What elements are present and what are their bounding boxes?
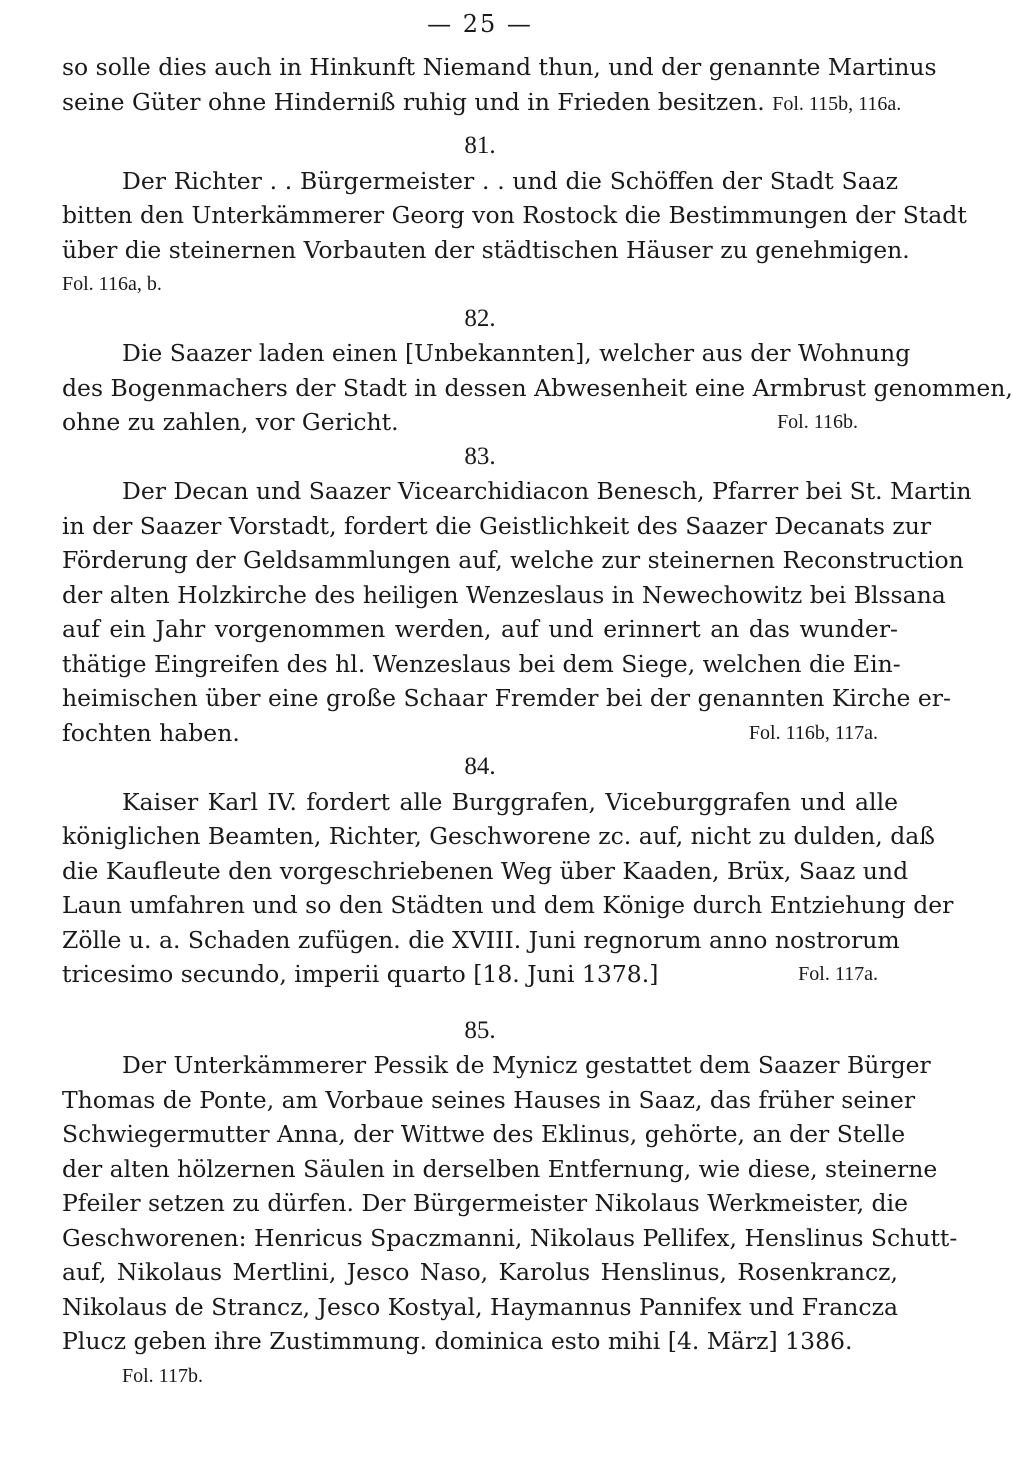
text-line: Kaiser Karl IV. fordert alle Burggrafen, Viceburggrafen und alle: [122, 787, 898, 816]
text-line: die Kaufleute den vorgeschriebenen Weg über Kaaden, Brüx, Saaz und: [62, 856, 909, 885]
text-line: Nikolaus de Strancz, Jesco Kostyal, Haymannus Pannifex und Francza: [62, 1292, 898, 1321]
text-line: der alten Holzkirche des heiligen Wenzeslaus in Newechowitz bei Blssana: [62, 580, 946, 609]
text-line: Der Richter . . Bürgermeister . . und die Schöffen der Stadt Saaz: [122, 166, 898, 195]
folio-reference: Fol. 116b, 117a.: [748, 721, 878, 744]
text-line: bitten den Unterkämmerer Georg von Rostock die Bestimmungen der Stadt: [62, 201, 967, 229]
text-line: des Bogenmachers der Stadt in dessen Abwesenheit eine Armbrust genommen,: [62, 373, 1013, 402]
text-line: Plucz geben ihre Zustimmung. dominica esto mihi [4. März] 1386.: [62, 1327, 853, 1355]
entry-number: 82.: [464, 304, 496, 332]
text-line: in der Saazer Vorstadt, fordert die Geistlichkeit des Saazer Decanats zur: [62, 511, 932, 540]
text-line: Zölle u. a. Schaden zufügen. die XVIII. Juni regnorum anno nostrorum: [62, 925, 900, 954]
text-line: der alten hölzernen Säulen in derselben Entfernung, wie diese, steinerne: [62, 1154, 938, 1183]
text-line: Der Decan und Saazer Vicearchidiacon Benesch, Pfarrer bei St. Martin: [122, 477, 972, 505]
folio-reference: Fol. 115b, 116a.: [772, 92, 902, 115]
text-span: seine Güter ohne Hinderniß ruhig und in Frieden besitzen.: [62, 87, 765, 116]
text-line: Die Saazer laden einen [Unbekannten], welcher aus der Wohnung: [122, 339, 911, 367]
folio-reference: Fol. 116a, b.: [62, 273, 162, 295]
text-span: tricesimo secundo, imperii quarto [18. Juni 1378.]: [62, 960, 659, 988]
entry-number: 85.: [464, 1016, 496, 1044]
text-line: Laun umfahren und so den Städten und dem Könige durch Entziehung der: [62, 891, 954, 919]
text-line: Förderung der Geldsammlungen auf, welche zur steinernen Reconstruction: [62, 546, 964, 574]
text-span: fochten haben.: [62, 718, 240, 747]
text-line: auf, Nikolaus Mertlini, Jesco Naso, Karolus Henslinus, Rosenkrancz,: [62, 1258, 898, 1286]
text-line: heimischen über eine große Schaar Fremder bei der genannten Kirche er-: [62, 684, 951, 712]
text-line: Der Unterkämmerer Pessik de Mynicz gestattet dem Saazer Bürger: [122, 1051, 931, 1079]
text-line: auf ein Jahr vorgenommen werden, auf und erinnert an das wunder-: [62, 615, 898, 643]
text-line: Pfeiler setzen zu dürfen. Der Bürgermeister Nikolaus Werkmeister, die: [62, 1189, 908, 1217]
entry-number: 84.: [464, 753, 496, 780]
text-line: [62, 85, 902, 122]
text-line: [62, 957, 898, 992]
text-line: Geschworenen: Henricus Spaczmanni, Nikolaus Pellifex, Henslinus Schutt-: [62, 1223, 958, 1252]
text-span: ohne zu zahlen, vor Gericht.: [62, 408, 399, 436]
folio-reference: Fol. 117b.: [122, 1364, 203, 1387]
folio-reference: Fol. 117a.: [798, 963, 878, 985]
entry-number: 83.: [464, 442, 496, 470]
text-line: Thomas de Ponte, am Vorbaue seines Hauses in Saaz, das früher seiner: [62, 1085, 916, 1114]
page-number: — 25 —: [427, 10, 533, 38]
text-line: Schwiegermutter Anna, der Wittwe des Eklinus, gehörte, an der Stelle: [62, 1120, 906, 1148]
text-line: thätige Eingreifen des hl. Wenzeslaus bei dem Siege, welchen die Ein-: [62, 649, 901, 678]
text-line: über die steinernen Vorbauten der städtischen Häuser zu genehmigen.: [62, 235, 910, 264]
text-line: königlichen Beamten, Richter, Geschworene zc. auf, nicht zu dulden, daß: [62, 822, 935, 850]
text-line: [62, 716, 898, 751]
folio-reference: Fol. 116b.: [777, 411, 858, 433]
text-line: [62, 405, 898, 440]
text-line: so solle dies auch in Hinkunft Niemand thun, und der genannte Martinus: [62, 53, 937, 81]
entry-number: 81.: [464, 132, 496, 159]
